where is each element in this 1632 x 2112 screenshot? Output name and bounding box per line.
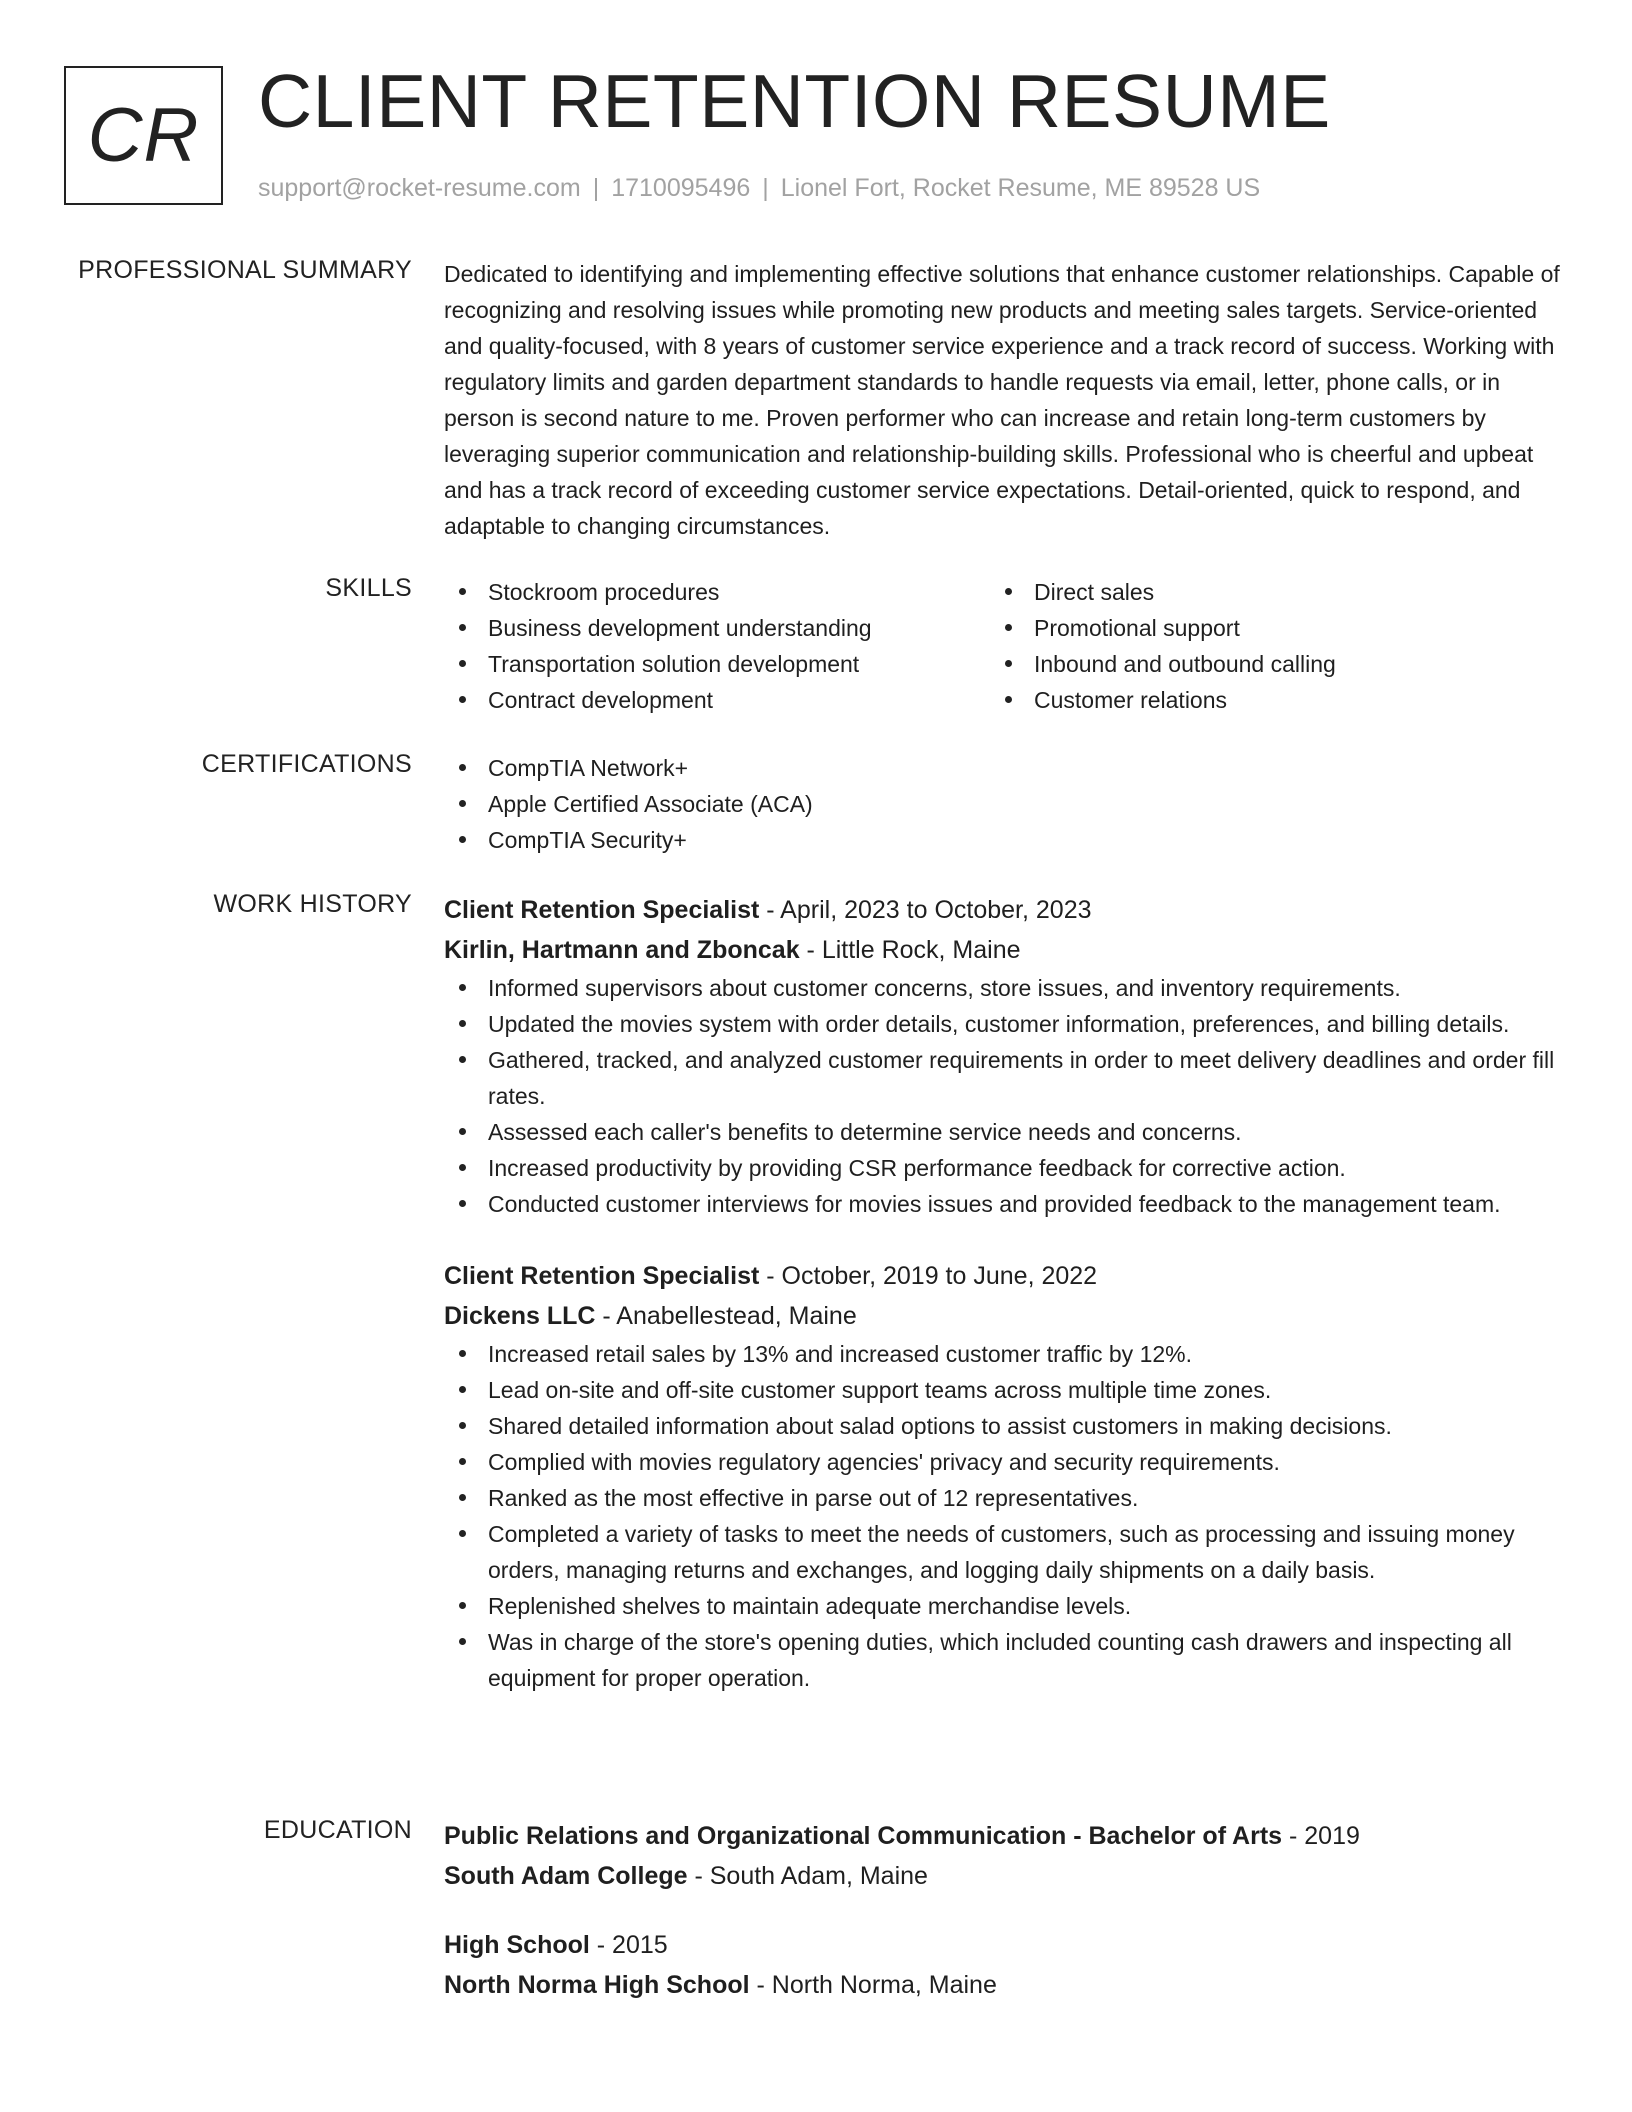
certification-item: Apple Certified Associate (ACA) [444,786,1560,822]
education-entry [444,1925,1560,2005]
education-location: - South Adam, Maine [687,1862,928,1890]
job-entry [444,1256,1560,1696]
section-label-certifications: CERTIFICATIONS [201,750,412,778]
section-label-work-history: WORK HISTORY [213,890,412,918]
skill-item: Transportation solution development [444,646,990,682]
skill-item: Direct sales [990,574,1536,610]
education-body [444,1816,1560,2005]
job-title: Client Retention Specialist [444,1262,760,1290]
certification-item: CompTIA Security+ [444,822,1560,858]
job-title: Client Retention Specialist [444,896,760,924]
monogram-logo: CR [64,66,223,205]
contact-separator: | [592,174,600,202]
education-entry [444,1816,1560,1896]
education-degree-line [444,1816,1560,1856]
skill-item: Stockroom procedures [444,574,990,610]
job-bullet: Updated the movies system with order details, customer information, preferences, and billing details. [444,1006,1560,1042]
job-bullet-list [444,970,1560,1222]
job-entry [444,890,1560,1222]
skill-item: Promotional support [990,610,1536,646]
contact-email: support@rocket-resume.com [258,174,581,202]
job-bullet: Lead on-site and off-site customer support teams across multiple time zones. [444,1372,1560,1408]
job-bullet: Ranked as the most effective in parse out of 12 representatives. [444,1480,1560,1516]
certification-item: CompTIA Network+ [444,750,1560,786]
education-degree: Public Relations and Organizational Communication - Bachelor of Arts [444,1822,1283,1850]
contact-separator: | [762,174,769,202]
job-title-line [444,1256,1560,1296]
education-degree-line [444,1925,1560,1965]
summary-text: Dedicated to identifying and implementing effective solutions that enhance customer relationships. Capable of recognizing and resolving issues while promoting new products and meeting sales targets. Service-oriented and quality-focused, with 8 years of customer service experience and a track record of success. Working with regulatory limits and garden department standards to handle requests via email, letter, phone calls, or in person is second nature to me. Proven performer who can increase and retain long-term customers by leveraging superior communication and relationship-building skills. Professional who is cheerful and upbeat and has a track record of exceeding customer service expectations. Detail-oriented, quick to respond, and adaptable to changing circumstances. [444,261,1560,539]
education-year: - 2015 [589,1931,668,1959]
education-school: South Adam College [444,1862,688,1890]
job-bullet: Assessed each caller's benefits to determine service needs and concerns. [444,1114,1560,1150]
skill-item: Customer relations [990,682,1536,718]
job-company-line [444,930,1560,970]
skills-body [444,574,1560,718]
job-bullet: Completed a variety of tasks to meet the needs of customers, such as processing and issuing money orders, managing returns and exchanges, and logging daily shipments on a daily basis. [444,1516,1560,1588]
job-location: - Little Rock, Maine [799,936,1021,964]
job-dates: - April, 2023 to October, 2023 [759,896,1092,924]
job-bullet: Gathered, tracked, and analyzed customer requirements in order to meet delivery deadlines and order fill rates. [444,1042,1560,1114]
job-bullet: Shared detailed information about salad options to assist customers in making decisions. [444,1408,1560,1444]
section-label-summary: PROFESSIONAL SUMMARY [78,256,412,284]
certifications-list [444,750,1560,858]
job-company: Kirlin, Hartmann and Zboncak [444,936,800,964]
section-label-skills: SKILLS [325,574,412,602]
skills-list-left [444,574,990,718]
education-school: North Norma High School [444,1971,750,1999]
section-label-education: EDUCATION [263,1816,412,1844]
skill-item: Contract development [444,682,990,718]
page-title: CLIENT RETENTION RESUME [258,59,1331,143]
education-degree: High School [444,1931,590,1959]
job-bullet: Complied with movies regulatory agencies' privacy and security requirements. [444,1444,1560,1480]
job-bullet: Replenished shelves to maintain adequate merchandise levels. [444,1588,1560,1624]
education-school-line [444,1856,1560,1896]
job-company: Dickens LLC [444,1302,596,1330]
job-dates: - October, 2019 to June, 2022 [759,1262,1098,1290]
skills-list-right [990,574,1536,718]
skill-item: Business development understanding [444,610,990,646]
job-bullet: Was in charge of the store's opening duties, which included counting cash drawers and inspecting all equipment for proper operation. [444,1624,1560,1696]
education-location: - North Norma, Maine [749,1971,997,1999]
job-company-line [444,1296,1560,1336]
education-school-line [444,1965,1560,2005]
job-location: - Anabellestead, Maine [595,1302,857,1330]
job-bullet-list [444,1336,1560,1696]
contact-line [258,174,1260,203]
education-year: - 2019 [1282,1822,1360,1850]
contact-phone: 1710095496 [611,174,751,202]
certifications-body [444,750,1560,858]
job-title-line [444,890,1560,930]
job-bullet: Informed supervisors about customer concerns, store issues, and inventory requirements. [444,970,1560,1006]
job-bullet: Increased productivity by providing CSR performance feedback for corrective action. [444,1150,1560,1186]
summary-body [444,256,1560,544]
work-history-body [444,890,1560,1696]
job-bullet: Conducted customer interviews for movies issues and provided feedback to the management team. [444,1186,1560,1222]
job-bullet: Increased retail sales by 13% and increased customer traffic by 12%. [444,1336,1560,1372]
contact-address: Lionel Fort, Rocket Resume, ME 89528 US [780,174,1261,202]
skill-item: Inbound and outbound calling [990,646,1536,682]
skills-grid [444,574,1560,718]
